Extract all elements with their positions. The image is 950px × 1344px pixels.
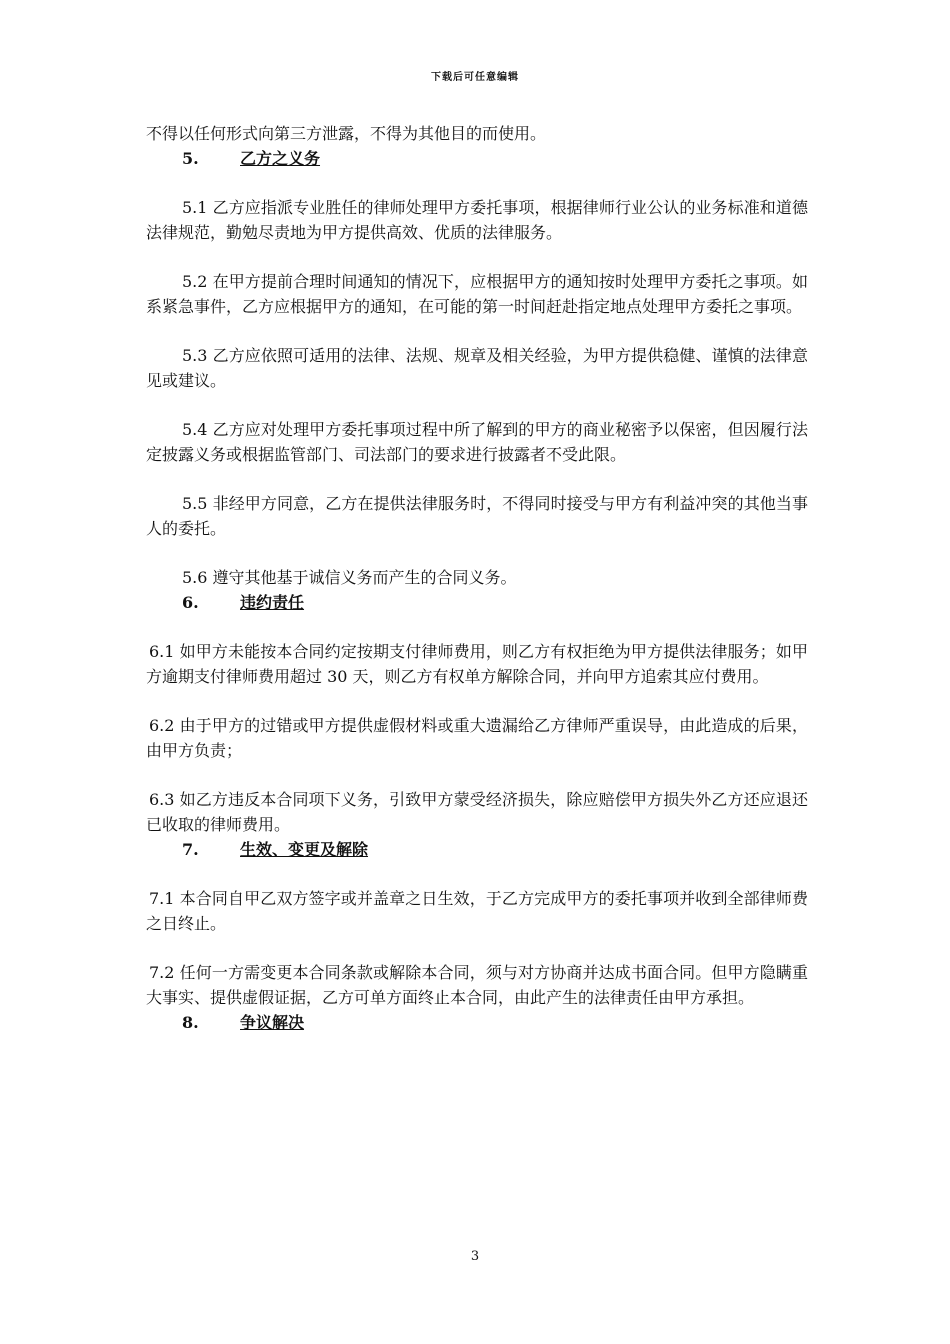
clause-paragraph: 5.2 在甲方提前合理时间通知的情况下，应根据甲方的通知按时处理甲方委托之事项。如系紧急事件，乙方应根据甲方的通知，在可能的第一时间赶赴指定地点处理甲方委托之事项。 [146, 272, 808, 316]
clause-paragraph: 6.3 如乙方违反本合同项下义务，引致甲方蒙受经济损失，除应赔偿甲方损失外乙方还应退还已收取的律师费用。 [146, 790, 808, 834]
clause-paragraph: 5.3 乙方应依照可适用的法律、法规、规章及相关经验，为甲方提供稳健、谨慎的法律意见或建议。 [146, 346, 808, 390]
clause-paragraph: 7.2 任何一方需变更本合同条款或解除本合同，须与对方协商并达成书面合同。但甲方隐瞒重大事实、提供虚假证据，乙方可单方面终止本合同，由此产生的法律责任由甲方承担。 [146, 963, 808, 1007]
section-heading [146, 1010, 808, 1035]
section-heading [146, 590, 808, 615]
section-heading [146, 146, 808, 171]
section-number: 8. [182, 1013, 199, 1032]
page-header: 下载后可任意编辑 [431, 72, 519, 83]
clause-paragraph: 5.5 非经甲方同意，乙方在提供法律服务时，不得同时接受与甲方有利益冲突的其他当事人的委托。 [146, 494, 808, 538]
clause-paragraph: 5.6 遵守其他基于诚信义务而产生的合同义务。 [182, 568, 517, 587]
section-title: 乙方之义务 [240, 149, 321, 168]
section-title: 争议解决 [240, 1013, 305, 1032]
section-title: 生效、变更及解除 [240, 840, 369, 859]
clause-paragraph: 不得以任何形式向第三方泄露，不得为其他目的而使用。 [146, 124, 547, 143]
clause-paragraph: 6.1 如甲方未能按本合同约定按期支付律师费用，则乙方有权拒绝为甲方提供法律服务；如甲方逾期支付律师费用超过 30 天，则乙方有权单方解除合同，并向甲方追索其应付费用。 [146, 642, 808, 686]
section-title: 违约责任 [240, 593, 305, 612]
section-number: 6. [182, 593, 199, 612]
section-number: 5. [182, 149, 199, 168]
clause-paragraph: 6.2 由于甲方的过错或甲方提供虚假材料或重大遗漏给乙方律师严重误导，由此造成的后果，由甲方负责； [146, 716, 808, 760]
clause-paragraph: 5.4 乙方应对处理甲方委托事项过程中所了解到的甲方的商业秘密予以保密，但因履行法定披露义务或根据监管部门、司法部门的要求进行披露者不受此限。 [146, 420, 808, 464]
document-body [146, 121, 808, 1035]
clause-paragraph: 5.1 乙方应指派专业胜任的律师处理甲方委托事项，根据律师行业公认的业务标准和道德法律规范，勤勉尽责地为甲方提供高效、优质的法律服务。 [146, 198, 808, 242]
section-heading [146, 837, 808, 862]
section-number: 7. [182, 840, 199, 859]
clause-paragraph: 7.1 本合同自甲乙双方签字或并盖章之日生效，于乙方完成甲方的委托事项并收到全部律师费之日终止。 [146, 889, 808, 933]
page-number: 3 [470, 1249, 480, 1264]
